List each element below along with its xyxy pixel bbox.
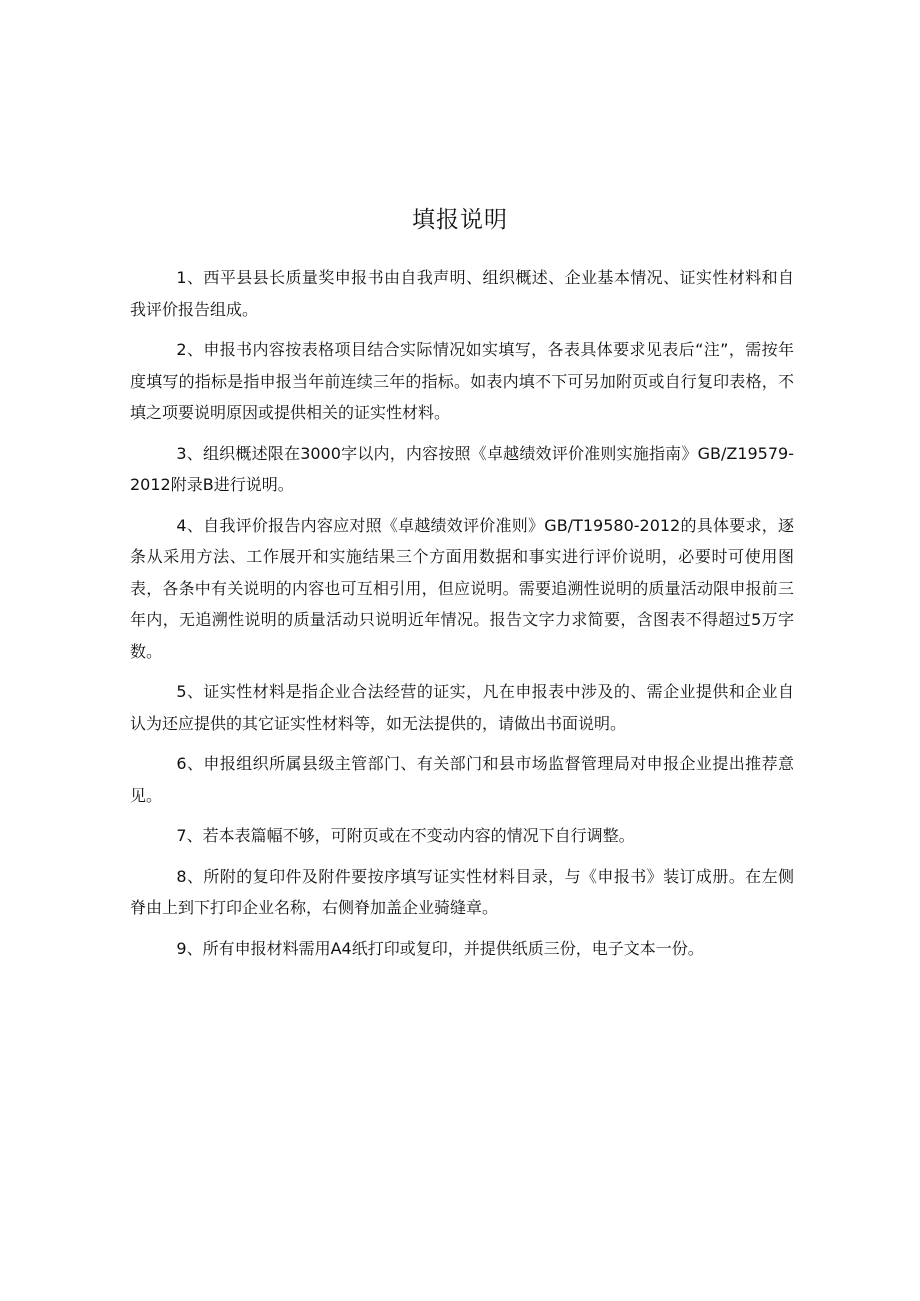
instruction-item-7: 7、若本表篇幅不够，可附页或在不变动内容的情况下自行调整。 bbox=[176, 826, 635, 845]
page-title: 填报说明 bbox=[412, 207, 508, 234]
instruction-item-3: 3、组织概述限在3000字以内，内容按照《卓越绩效评价准则实施指南》GB/Z19579-2012附录B进行说明。 bbox=[130, 443, 794, 494]
instruction-item-1: 1、西平县县长质量奖申报书由自我声明、组织概述、企业基本情况、证实性材料和自我评价报告组成。 bbox=[130, 268, 794, 319]
instruction-item-6: 6、申报组织所属县级主管部门、有关部门和县市场监督管理局对申报企业提出推荐意见。 bbox=[130, 754, 794, 805]
instructions-body bbox=[130, 262, 794, 973]
instruction-item-8: 8、所附的复印件及附件要按序填写证实性材料目录，与《申报书》装订成册。在左侧脊由上到下打印企业名称，右侧脊加盖企业骑缝章。 bbox=[130, 866, 794, 917]
instruction-item-2: 2、申报书内容按表格项目结合实际情况如实填写，各表具体要求见表后“注”，需按年度填写的指标是指申报当年前连续三年的指标。如表内填不下可另加附页或自行复印表格，不填之项要说明原因或提供相关的证实性材料。 bbox=[130, 340, 794, 422]
instruction-item-4: 4、自我评价报告内容应对照《卓越绩效评价准则》GB/T19580-2012的具体要求，逐条从采用方法、工作展开和实施结果三个方面用数据和事实进行评价说明，必要时可使用图表，各条中有关说明的内容也可互相引用，但应说明。需要追溯性说明的质量活动限申报前三年内，无追溯性说明的质量活动只说明近年情况。报告文字力求简要，含图表不得超过5万字数。 bbox=[130, 515, 794, 661]
instruction-item-5: 5、证实性材料是指企业合法经营的证实，凡在申报表中涉及的、需企业提供和企业自认为还应提供的其它证实性材料等，如无法提供的，请做出书面说明。 bbox=[130, 682, 794, 733]
instruction-item-9: 9、所有申报材料需用A4纸打印或复印，并提供纸质三份，电子文本一份。 bbox=[176, 938, 704, 958]
